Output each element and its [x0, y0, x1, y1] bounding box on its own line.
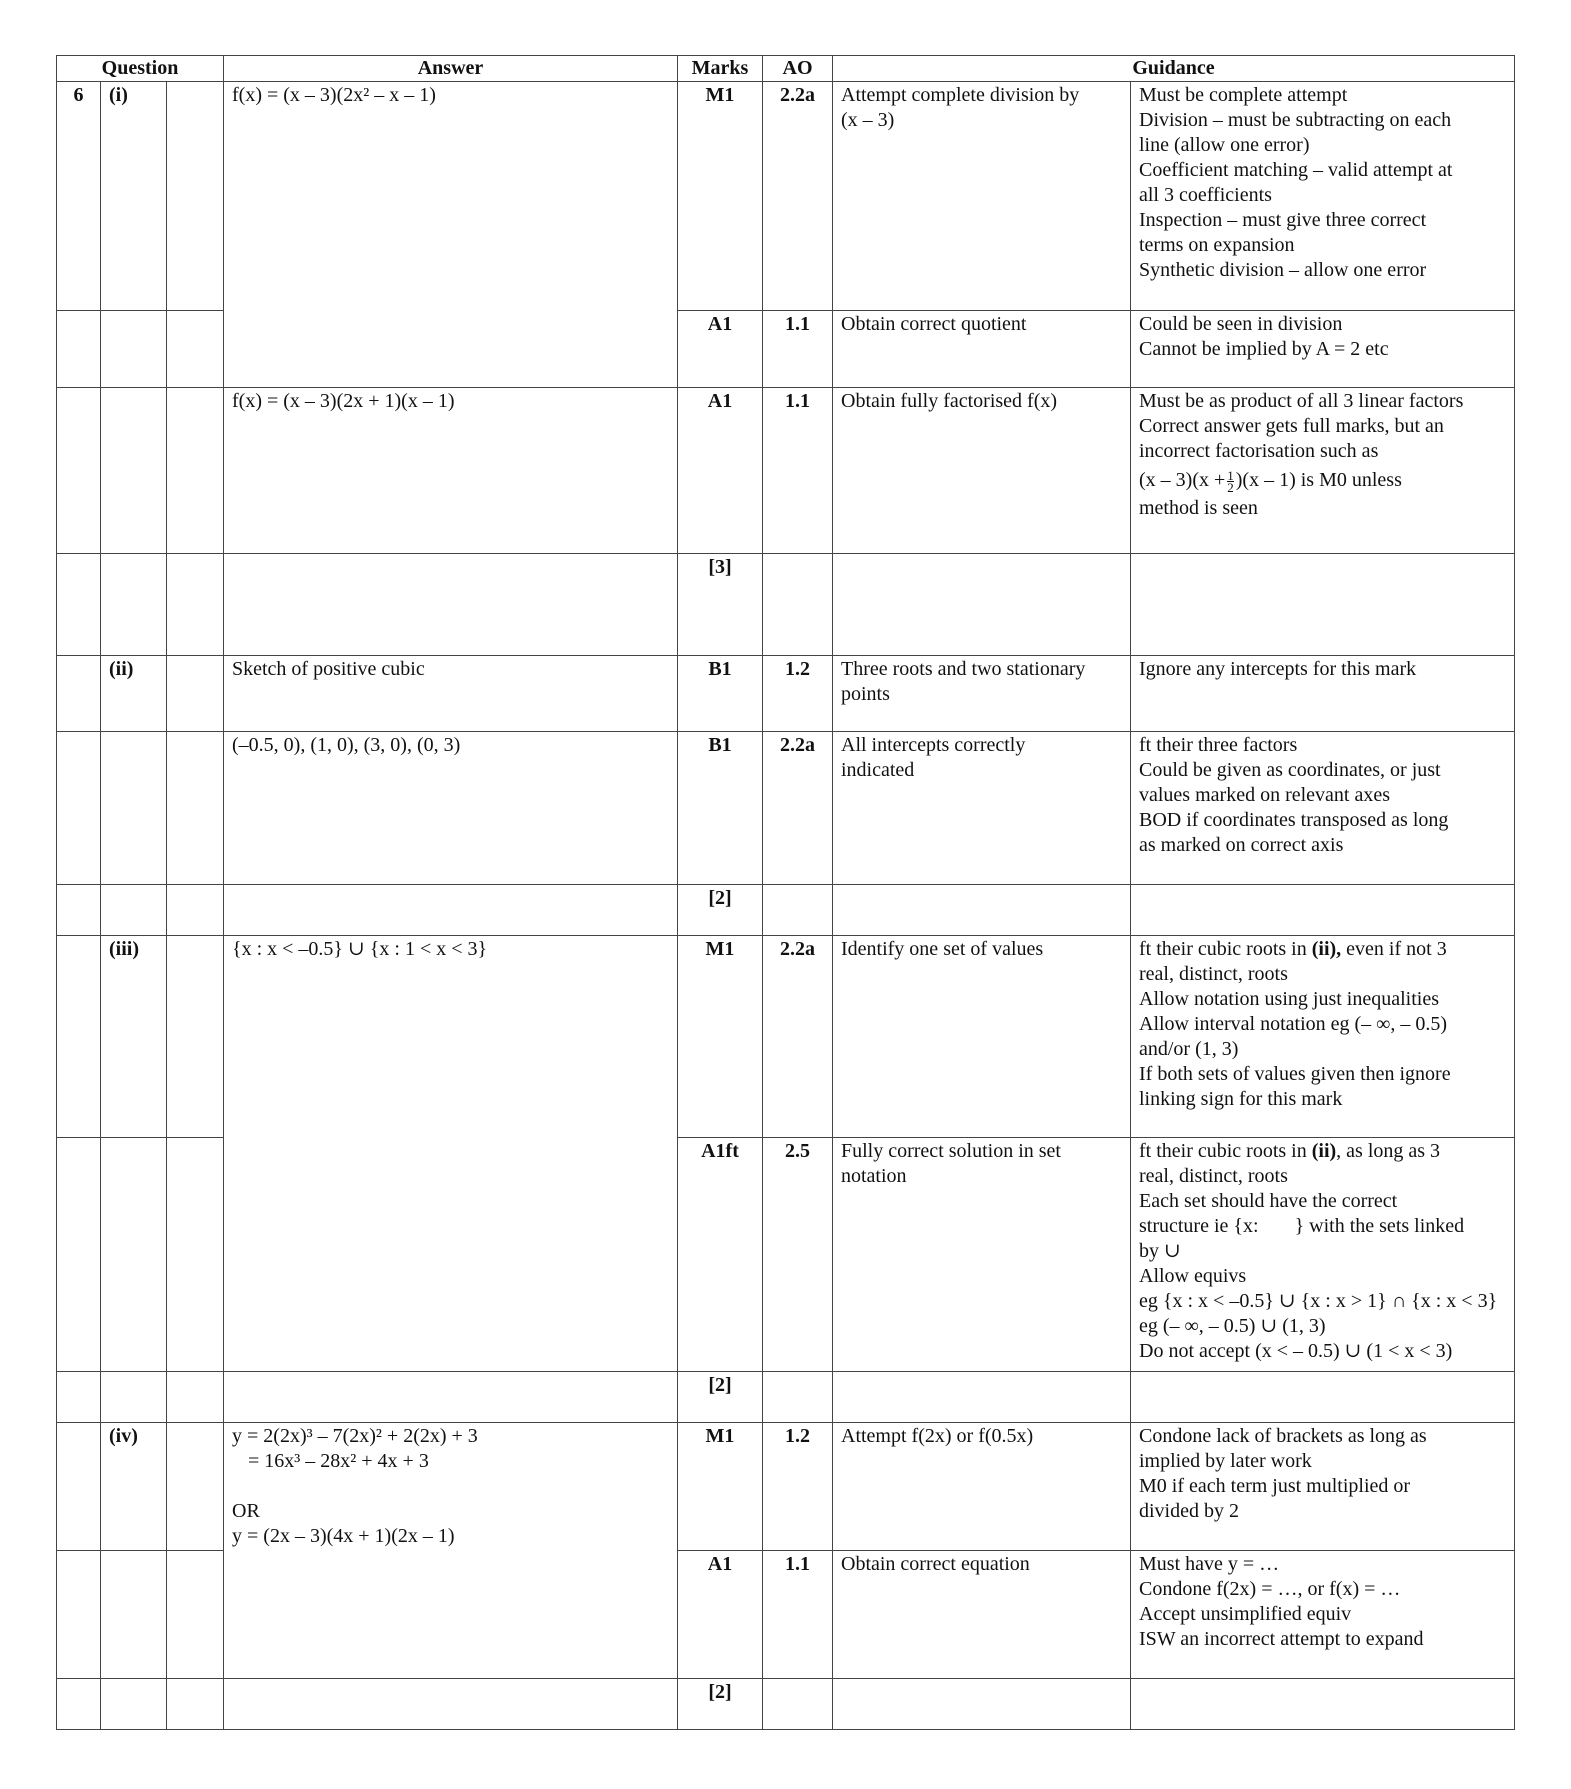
guidance-line: line (allow one error) — [1139, 134, 1310, 156]
guidance-line: by ∪ — [1139, 1240, 1181, 1262]
question-number — [57, 1372, 101, 1423]
description-line: indicated — [841, 759, 915, 781]
answer-line: = 16x³ – 28x² + 4x + 3 — [248, 1450, 429, 1472]
question-part: (ii) — [101, 656, 167, 732]
ao-cell: 1.1 — [763, 388, 833, 554]
total-marks-cell: [2] — [678, 885, 763, 936]
ao-cell: 1.2 — [763, 656, 833, 732]
ao-cell: 2.2a — [763, 82, 833, 311]
answer-cell — [224, 1679, 678, 1730]
question-number — [57, 554, 101, 656]
answer-cell — [224, 82, 678, 388]
ao-cell — [763, 554, 833, 656]
table-row — [57, 1372, 1515, 1423]
answer-header: Answer — [224, 56, 678, 82]
guidance-cell — [1131, 1138, 1515, 1372]
header-row — [57, 56, 1515, 82]
guidance-line — [1139, 1214, 1506, 1239]
answer-cell — [224, 388, 678, 554]
description-line: notation — [841, 1165, 907, 1187]
half-fraction — [1227, 467, 1234, 495]
question-subpart — [167, 388, 224, 554]
description-line: Obtain correct equation — [841, 1553, 1030, 1575]
guidance-line: Must be complete attempt — [1139, 84, 1348, 106]
guidance-text: structure ie {x: — [1139, 1215, 1259, 1237]
guidance-line: and/or (1, 3) — [1139, 1038, 1239, 1060]
question-number — [57, 311, 101, 388]
question-subpart — [167, 656, 224, 732]
guidance-cell — [1131, 1679, 1515, 1730]
fraction-denominator: 2 — [1227, 479, 1234, 495]
guidance-line: ISW an incorrect attempt to expand — [1139, 1628, 1424, 1650]
question-number — [57, 1423, 101, 1551]
guidance-line: Must have y = … — [1139, 1553, 1280, 1575]
guidance-cell — [1131, 554, 1515, 656]
guidance-line: as marked on correct axis — [1139, 834, 1344, 856]
answer-cell — [224, 656, 678, 732]
guidance-line — [1139, 1139, 1506, 1164]
guidance-line: Inspection – must give three correct — [1139, 209, 1427, 231]
answer-cell — [224, 885, 678, 936]
total-marks-cell: [3] — [678, 554, 763, 656]
marks-header: Marks — [678, 56, 763, 82]
guidance-line — [1139, 464, 1506, 496]
ao-cell: 1.2 — [763, 1423, 833, 1551]
guidance-line: divided by 2 — [1139, 1500, 1239, 1522]
table-row — [57, 554, 1515, 656]
guidance-cell — [1131, 732, 1515, 885]
question-part — [101, 1679, 167, 1730]
description-cell — [833, 1138, 1131, 1372]
part-reference: (ii), — [1311, 938, 1342, 960]
description-cell — [833, 82, 1131, 311]
guidance-line: values marked on relevant axes — [1139, 784, 1391, 806]
answer-line: OR — [232, 1500, 260, 1522]
table-row — [57, 732, 1515, 885]
table-row — [57, 1423, 1515, 1551]
description-line: (x – 3) — [841, 109, 895, 131]
guidance-line: Could be seen in division — [1139, 313, 1343, 335]
question-part — [101, 554, 167, 656]
table-row — [57, 82, 1515, 311]
table-row — [57, 1679, 1515, 1730]
question-number — [57, 656, 101, 732]
description-line: Obtain correct quotient — [841, 313, 1027, 335]
guidance-cell — [1131, 936, 1515, 1138]
answer-cell — [224, 1372, 678, 1423]
answer-line: f(x) = (x – 3)(2x + 1)(x – 1) — [232, 390, 455, 412]
guidance-cell — [1131, 1423, 1515, 1551]
question-subpart — [167, 1372, 224, 1423]
answer-line: {x : x < –0.5} ∪ {x : 1 < x < 3} — [232, 938, 488, 960]
question-subpart — [167, 732, 224, 885]
description-line: Three roots and two stationary — [841, 658, 1086, 680]
ao-cell: 1.1 — [763, 311, 833, 388]
table-row — [57, 388, 1515, 554]
guidance-line: Allow equivs — [1139, 1265, 1247, 1287]
guidance-line: terms on expansion — [1139, 234, 1295, 256]
mark-cell: A1 — [678, 388, 763, 554]
total-marks-cell: [2] — [678, 1372, 763, 1423]
question-number — [57, 1138, 101, 1372]
ao-cell: 2.2a — [763, 936, 833, 1138]
ao-cell: 2.5 — [763, 1138, 833, 1372]
table-row — [57, 936, 1515, 1138]
guidance-line: Allow notation using just inequalities — [1139, 988, 1439, 1010]
guidance-line: Accept unsimplified equiv — [1139, 1603, 1352, 1625]
guidance-cell — [1131, 388, 1515, 554]
guidance-cell — [1131, 82, 1515, 311]
mark-cell: B1 — [678, 732, 763, 885]
answer-line: (–0.5, 0), (1, 0), (3, 0), (0, 3) — [232, 734, 461, 756]
guidance-text: ft their cubic roots in — [1139, 938, 1307, 960]
guidance-line: Must be as product of all 3 linear factors — [1139, 390, 1464, 412]
guidance-line: implied by later work — [1139, 1450, 1312, 1472]
question-subpart — [167, 554, 224, 656]
guidance-text: ft their cubic roots in — [1139, 1140, 1307, 1162]
description-cell — [833, 885, 1131, 936]
guidance-line: M0 if each term just multiplied or — [1139, 1475, 1411, 1497]
guidance-line: Allow interval notation eg (– ∞, – 0.5) — [1139, 1013, 1448, 1035]
guidance-line: linking sign for this mark — [1139, 1088, 1343, 1110]
guidance-line: If both sets of values given then ignore — [1139, 1063, 1451, 1085]
description-line: points — [841, 683, 890, 705]
part-reference: (ii) — [1311, 1140, 1337, 1162]
guidance-line: incorrect factorisation such as — [1139, 440, 1379, 462]
description-line: Fully correct solution in set — [841, 1140, 1061, 1162]
question-part — [101, 388, 167, 554]
answer-line: f(x) = (x – 3)(2x² – x – 1) — [232, 84, 436, 106]
question-number — [57, 936, 101, 1138]
answer-cell — [224, 732, 678, 885]
description-line: Attempt complete division by — [841, 84, 1080, 106]
description-cell — [833, 1372, 1131, 1423]
guidance-header: Guidance — [833, 56, 1515, 82]
description-cell — [833, 554, 1131, 656]
table-row — [57, 885, 1515, 936]
mark-cell: A1 — [678, 1551, 763, 1679]
ao-header: AO — [763, 56, 833, 82]
description-cell — [833, 311, 1131, 388]
question-subpart — [167, 936, 224, 1138]
guidance-text: (x – 3)(x + — [1139, 469, 1226, 491]
guidance-cell — [1131, 311, 1515, 388]
guidance-line: eg {x : x < –0.5} ∪ {x : x > 1} ∩ {x : x < 3} — [1139, 1290, 1498, 1312]
mark-cell: A1ft — [678, 1138, 763, 1372]
description-line: Identify one set of values — [841, 938, 1044, 960]
question-part — [101, 1138, 167, 1372]
guidance-text: )(x – 1) is M0 unless — [1235, 469, 1402, 491]
guidance-text: even if not 3 — [1346, 938, 1447, 960]
question-part — [101, 732, 167, 885]
ao-cell: 1.1 — [763, 1551, 833, 1679]
question-subpart — [167, 82, 224, 311]
guidance-text: , as long as 3 — [1336, 1140, 1441, 1162]
description-line: Obtain fully factorised f(x) — [841, 390, 1058, 412]
question-part — [101, 885, 167, 936]
question-part — [101, 1551, 167, 1679]
fraction-numerator: 1 — [1227, 467, 1234, 483]
guidance-line: Correct answer gets full marks, but an — [1139, 415, 1444, 437]
description-cell — [833, 1679, 1131, 1730]
ao-cell — [763, 1679, 833, 1730]
ao-cell: 2.2a — [763, 732, 833, 885]
question-subpart — [167, 885, 224, 936]
answer-cell — [224, 554, 678, 656]
description-cell — [833, 1551, 1131, 1679]
guidance-line: all 3 coefficients — [1139, 184, 1272, 206]
question-part — [101, 1372, 167, 1423]
table-row — [57, 656, 1515, 732]
ao-cell — [763, 1372, 833, 1423]
guidance-line: Division – must be subtracting on each — [1139, 109, 1452, 131]
guidance-line: Synthetic division – allow one error — [1139, 259, 1427, 281]
question-number — [57, 885, 101, 936]
question-number — [57, 388, 101, 554]
question-header: Question — [57, 56, 224, 82]
guidance-line: ft their three factors — [1139, 734, 1298, 756]
question-part: (i) — [101, 82, 167, 311]
guidance-line: Could be given as coordinates, or just — [1139, 759, 1441, 781]
question-subpart — [167, 1423, 224, 1551]
question-part — [101, 311, 167, 388]
guidance-line: real, distinct, roots — [1139, 1165, 1288, 1187]
question-number: 6 — [57, 82, 101, 311]
question-part: (iii) — [101, 936, 167, 1138]
guidance-cell — [1131, 885, 1515, 936]
answer-line: y = (2x – 3)(4x + 1)(2x – 1) — [232, 1525, 455, 1547]
mark-cell: M1 — [678, 82, 763, 311]
answer-cell — [224, 1423, 678, 1679]
guidance-line: Cannot be implied by A = 2 etc — [1139, 338, 1389, 360]
answer-line: Sketch of positive cubic — [232, 658, 425, 680]
description-line: All intercepts correctly — [841, 734, 1026, 756]
guidance-text: } with the sets linked — [1294, 1215, 1465, 1237]
ao-cell — [763, 885, 833, 936]
description-cell — [833, 656, 1131, 732]
guidance-cell — [1131, 1372, 1515, 1423]
description-cell — [833, 388, 1131, 554]
guidance-line: BOD if coordinates transposed as long — [1139, 809, 1449, 831]
mark-cell: B1 — [678, 656, 763, 732]
mark-cell: A1 — [678, 311, 763, 388]
mark-scheme-table — [56, 55, 1515, 1730]
guidance-line: real, distinct, roots — [1139, 963, 1288, 985]
guidance-line: method is seen — [1139, 497, 1258, 519]
question-number — [57, 1551, 101, 1679]
mark-cell: M1 — [678, 936, 763, 1138]
description-line: Attempt f(2x) or f(0.5x) — [841, 1425, 1034, 1447]
description-cell — [833, 1423, 1131, 1551]
guidance-line: Condone lack of brackets as long as — [1139, 1425, 1427, 1447]
question-part: (iv) — [101, 1423, 167, 1551]
guidance-line: Condone f(2x) = …, or f(x) = … — [1139, 1578, 1401, 1600]
description-cell — [833, 936, 1131, 1138]
question-number — [57, 732, 101, 885]
question-number — [57, 1679, 101, 1730]
question-subpart — [167, 1679, 224, 1730]
answer-cell — [224, 936, 678, 1372]
description-cell — [833, 732, 1131, 885]
total-marks-cell: [2] — [678, 1679, 763, 1730]
question-subpart — [167, 311, 224, 388]
guidance-line: Do not accept (x < – 0.5) ∪ (1 < x < 3) — [1139, 1340, 1453, 1362]
guidance-line — [1139, 937, 1506, 962]
guidance-line: Each set should have the correct — [1139, 1190, 1398, 1212]
answer-line: y = 2(2x)³ – 7(2x)² + 2(2x) + 3 — [232, 1425, 478, 1447]
guidance-line: Coefficient matching – valid attempt at — [1139, 159, 1453, 181]
guidance-line: eg (– ∞, – 0.5) ∪ (1, 3) — [1139, 1315, 1326, 1337]
guidance-cell — [1131, 1551, 1515, 1679]
guidance-line: Ignore any intercepts for this mark — [1139, 658, 1417, 680]
mark-cell: M1 — [678, 1423, 763, 1551]
question-subpart — [167, 1138, 224, 1372]
question-subpart — [167, 1551, 224, 1679]
guidance-cell — [1131, 656, 1515, 732]
